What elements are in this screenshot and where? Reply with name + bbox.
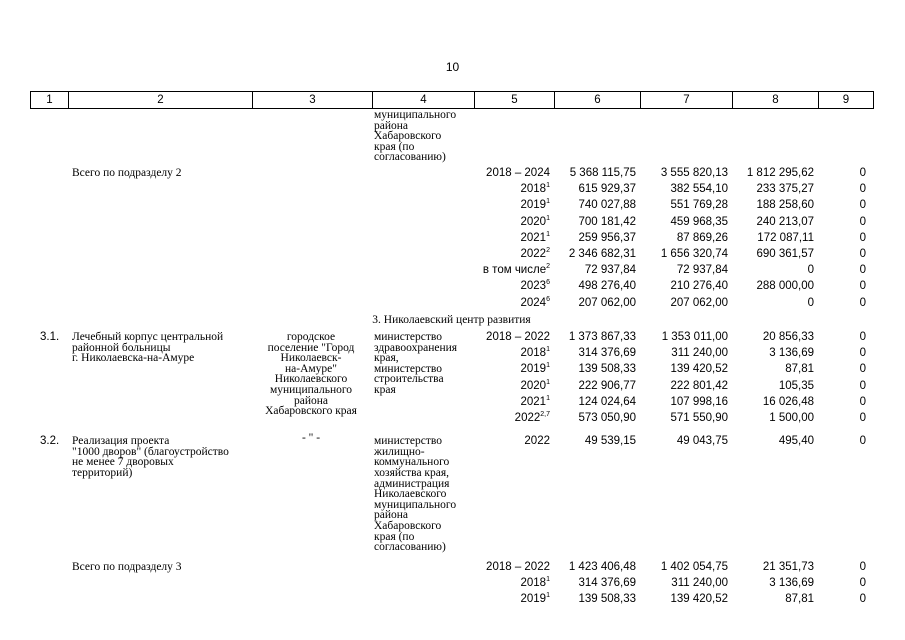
other-cell: 0 (859, 199, 866, 212)
regional-cell: 20 856,33 (762, 331, 814, 343)
year-cell: 2018$^1$ (520, 576, 550, 589)
year-cell: 2020$^1$ (520, 378, 550, 392)
federal-cell: 49 043,75 (676, 435, 728, 448)
federal-cell: 87 869,26 (676, 231, 728, 244)
federal-cell: 139 420,52 (670, 363, 728, 376)
year-cell: 2021$^1$ (520, 230, 550, 244)
year-cell: 2022$^2$ (520, 247, 550, 260)
other-cell: 0 (859, 347, 866, 360)
federal-cell: 571 550,90 (670, 412, 728, 424)
total-cell: 124 024,64 (578, 395, 636, 408)
item-territory: городское поселение "Город Николаевск- на-Амуре" Николаевского муниципального района Хабаровского края (265, 331, 357, 418)
other-cell: 0 (859, 379, 866, 392)
total-cell: 49 539,15 (584, 435, 636, 448)
header-col-9: 9 (819, 92, 874, 109)
year-cell: 2018 – 2024 (486, 167, 550, 179)
table-row (30, 197, 873, 213)
table-row (30, 575, 873, 591)
footnote-mark: 6 (546, 279, 550, 287)
regional-cell: 240 213,07 (756, 215, 814, 228)
other-cell: 0 (859, 231, 866, 244)
table-row (30, 278, 873, 294)
total-cell: 5 368 115,75 (569, 167, 636, 179)
header-col-4: 4 (373, 92, 475, 109)
footnote-mark: 1 (546, 198, 550, 206)
other-cell: 0 (859, 560, 866, 573)
federal-cell: 311 240,00 (671, 577, 728, 589)
header-col-6: 6 (555, 92, 641, 109)
total-cell: 700 181,42 (578, 215, 636, 228)
federal-cell: 551 769,28 (670, 199, 728, 212)
total-cell: 259 956,37 (578, 231, 636, 244)
item-executor: министерство здравоохранения края, министерство строительства края (374, 331, 458, 396)
year-cell: 2018 – 2022 (486, 560, 550, 573)
federal-cell: 222 801,42 (670, 379, 728, 392)
item-territory: - " - (301, 432, 321, 445)
total-cell: 314 376,69 (578, 577, 636, 589)
footnote-mark: 1 (546, 230, 550, 238)
year-cell: 2018$^1$ (520, 346, 550, 360)
footnote-mark: 6 (546, 295, 550, 303)
total-cell: 740 027,88 (578, 199, 636, 212)
table-row (30, 165, 873, 181)
federal-cell: 210 276,40 (670, 280, 728, 293)
total-cell: 207 062,00 (578, 296, 636, 309)
year-cell: 2020$^1$ (520, 214, 550, 228)
regional-cell: 0 (807, 264, 814, 277)
year-cell: 2018 – 2022 (486, 331, 550, 343)
item-name: Реализация проекта "1000 дворов" (благоустройство не менее 7 дворовых территорий) (72, 435, 229, 479)
year-cell: 2021$^1$ (520, 394, 550, 408)
total-cell: 1 373 867,33 (568, 331, 636, 343)
year-cell: 2024$^6$ (520, 295, 550, 309)
year-cell: 2022 (524, 435, 550, 448)
total-cell: 615 929,37 (578, 183, 636, 196)
section-title: 3. Николаевский центр развития (372, 313, 531, 326)
regional-cell: 1 500,00 (769, 412, 814, 424)
table-row (30, 262, 873, 278)
item-executor: министерство жилищно- коммунального хозяйства края, администрация Николаевского муниципального района Хабаровского края (по согласованию) (374, 435, 457, 554)
footnote-mark: 2 (546, 247, 550, 254)
regional-cell: 87,81 (785, 593, 814, 606)
subtotal-label: Всего по подразделу 3 (72, 560, 182, 573)
total-cell: 573 050,90 (578, 412, 636, 424)
table-row (30, 345, 873, 361)
table-row (30, 361, 873, 377)
table-row (30, 559, 873, 575)
other-cell: 0 (859, 264, 866, 277)
item-name: Лечебный корпус центральной районной больницы г. Николаевска-на-Амуре (72, 331, 224, 365)
footnote-mark: 1 (546, 182, 550, 190)
federal-cell: 1 353 011,00 (661, 331, 728, 343)
footnote-mark: 2,7 (540, 411, 550, 418)
table-row (30, 394, 873, 410)
total-cell: 139 508,33 (578, 363, 636, 376)
table-row (30, 246, 873, 262)
federal-cell: 207 062,00 (670, 296, 728, 309)
other-cell: 0 (859, 363, 866, 376)
regional-cell: 1 812 295,62 (746, 167, 814, 179)
federal-cell: 382 554,10 (670, 183, 728, 196)
other-cell: 0 (859, 248, 866, 260)
total-cell: 498 276,40 (578, 280, 636, 293)
other-cell: 0 (859, 167, 866, 179)
footnote-mark: 1 (546, 362, 550, 370)
regional-cell: 172 087,11 (757, 231, 814, 244)
federal-cell: 459 968,35 (670, 215, 728, 228)
federal-cell: 139 420,52 (670, 593, 728, 606)
other-cell: 0 (859, 412, 866, 424)
regional-cell: 188 258,60 (756, 199, 814, 212)
regional-cell: 3 136,69 (769, 577, 814, 589)
header-col-2: 2 (69, 92, 253, 109)
total-cell: 2 346 682,31 (568, 248, 636, 260)
federal-cell: 1 656 320,74 (660, 248, 728, 260)
year-cell: 2018$^1$ (520, 182, 550, 196)
total-cell: 72 937,84 (584, 264, 636, 277)
federal-cell: 3 555 820,13 (660, 167, 728, 179)
header-col-1: 1 (31, 92, 69, 109)
footnote-mark: 1 (546, 592, 550, 600)
other-cell: 0 (859, 183, 866, 196)
executor-continuation: муниципального района Хабаровского края (по согласованию) (374, 109, 457, 164)
other-cell: 0 (859, 395, 866, 408)
regional-cell: 87,81 (785, 363, 814, 376)
federal-cell: 72 937,84 (676, 264, 728, 277)
regional-cell: 16 026,48 (762, 395, 814, 408)
table-row (30, 378, 873, 394)
federal-cell: 1 402 054,75 (660, 560, 728, 573)
regional-cell: 0 (807, 296, 814, 309)
total-cell: 1 423 406,48 (568, 560, 636, 573)
table-row (30, 329, 873, 345)
regional-cell: 3 136,69 (769, 347, 814, 360)
footnote-mark: 1 (546, 214, 550, 222)
year-cell: 2019$^1$ (520, 198, 550, 212)
item-number: 3.2. (40, 435, 60, 448)
table-row (30, 214, 873, 230)
regional-cell: 495,40 (778, 435, 814, 448)
other-cell: 0 (859, 296, 866, 309)
footnote-mark: 1 (546, 576, 550, 583)
federal-cell: 107 998,16 (670, 395, 728, 408)
footnote-mark: 1 (546, 394, 550, 402)
year-cell: 2023$^6$ (520, 279, 550, 293)
year-cell: в том числе$^2$ (482, 263, 550, 277)
other-cell: 0 (859, 577, 866, 589)
total-cell: 222 906,77 (578, 379, 636, 392)
year-cell: 2019$^1$ (520, 592, 550, 606)
regional-cell: 690 361,57 (756, 248, 814, 260)
year-cell: 2022$^{2,7}$ (514, 411, 550, 424)
item-number: 3.1. (40, 331, 60, 343)
footnote-mark: 1 (546, 346, 550, 354)
regional-cell: 21 351,73 (762, 560, 814, 573)
table-row (30, 230, 873, 246)
header-col-7: 7 (641, 92, 733, 109)
table-row (30, 433, 873, 449)
table-row (30, 295, 873, 311)
other-cell: 0 (859, 435, 866, 448)
header-col-3: 3 (253, 92, 373, 109)
footnote-mark: 2 (546, 263, 550, 271)
subtotal-label: Всего по подразделу 2 (72, 167, 182, 179)
other-cell: 0 (859, 215, 866, 228)
regional-cell: 288 000,00 (756, 280, 814, 293)
table-row (30, 591, 873, 607)
other-cell: 0 (859, 331, 866, 343)
table-header (30, 91, 874, 109)
year-cell: 2019$^1$ (520, 362, 550, 376)
federal-cell: 311 240,00 (671, 347, 728, 360)
header-col-8: 8 (733, 92, 819, 109)
other-cell: 0 (859, 593, 866, 606)
footnote-mark: 1 (546, 378, 550, 386)
table-row (30, 410, 873, 426)
table-row (30, 181, 873, 197)
page-number: 10 (445, 60, 460, 74)
header-col-5: 5 (475, 92, 555, 109)
total-cell: 139 508,33 (578, 593, 636, 606)
regional-cell: 233 375,27 (756, 183, 814, 196)
other-cell: 0 (859, 280, 866, 293)
total-cell: 314 376,69 (578, 347, 636, 360)
regional-cell: 105,35 (778, 379, 814, 392)
